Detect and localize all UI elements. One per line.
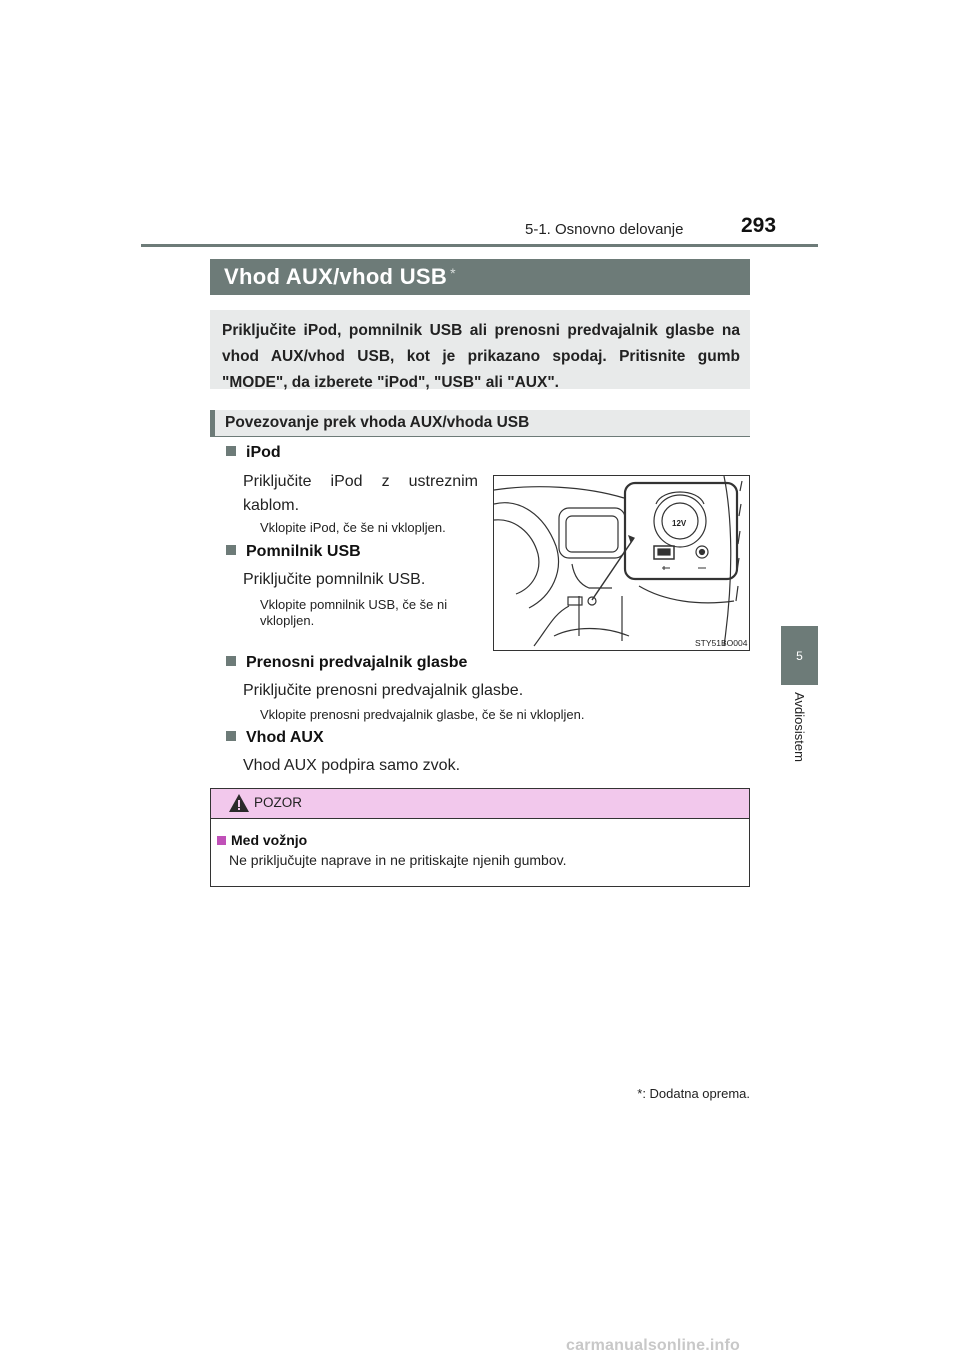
intro-box: Priključite iPod, pomnilnik USB ali prenosni predvajalnik glasbe na vhod AUX/vhod USB, kot je prikazano spodaj. Pritisnite gumb "MODE", da izberete "iPod", "USB" ali "AUX". (210, 310, 750, 389)
subsection-heading (210, 410, 750, 437)
page-title (210, 259, 750, 295)
item-aux-title: Vhod AUX (226, 729, 324, 747)
square-bullet-icon (217, 836, 226, 845)
dashboard-illustration (493, 475, 750, 651)
socket-12v-label: 12V (672, 519, 687, 528)
item-usb-title: Pomnilnik USB (226, 543, 361, 561)
warning-icon (228, 793, 250, 813)
item-usb-body: Priključite pomnilnik USB. (243, 571, 426, 588)
item-player-body: Priključite prenosni predvajalnik glasbe. (243, 682, 524, 699)
subsection-heading-text: Povezovanje prek vhoda AUX/vhoda USB (225, 414, 530, 431)
caution-text: Ne priključujte naprave in ne pritiskajte njenih gumbov. (229, 852, 567, 868)
steering-wheel-line (494, 503, 558, 608)
footnote (600, 1086, 750, 1101)
item-ipod-note: Vklopite iPod, če še ni vklopljen. (260, 520, 446, 535)
caution-header (211, 789, 749, 819)
item-player-note: Vklopite prenosni predvajalnik glasbe, če še ni vklopljen. (260, 707, 585, 722)
page-number: 293 (741, 214, 777, 237)
item-usb-note: Vklopite pomnilnik USB, če še ni vklopljen. (260, 597, 448, 628)
chapter-tab: 5 (781, 626, 818, 685)
caution-title: POZOR (254, 795, 303, 810)
square-bullet-icon (226, 446, 236, 456)
watermark: carmanualsonline.info (566, 1337, 741, 1354)
section-heading: 5-1. Osnovno delovanje (525, 221, 684, 238)
item-ipod-body: Priključite iPod z ustreznim kablom. (243, 473, 478, 514)
footnote-text: : Dodatna oprema. (642, 1086, 750, 1101)
dashboard-ports-drawing (494, 476, 750, 651)
square-bullet-icon (226, 656, 236, 666)
steering-wheel-inner-line (494, 520, 539, 594)
footnote-marker: * (637, 1086, 643, 1101)
item-aux-body: Vhod AUX podpira samo zvok. (243, 757, 461, 774)
optional-equipment-marker: * (450, 265, 456, 281)
chapter-label: Avdiosistem (792, 692, 807, 762)
callout-magnified-frame (625, 483, 737, 579)
page-title-text: Vhod AUX/vhod USB (224, 264, 448, 289)
item-player-title: Prenosni predvajalnik glasbe (226, 654, 467, 672)
square-bullet-icon (226, 545, 236, 555)
square-bullet-icon (226, 731, 236, 741)
item-ipod-title: iPod (226, 444, 281, 462)
header-rule (141, 244, 818, 247)
caution-box (210, 788, 750, 887)
caution-subtitle: Med vožnjo (217, 832, 307, 848)
illustration-code: STY51BO004 (695, 638, 748, 648)
